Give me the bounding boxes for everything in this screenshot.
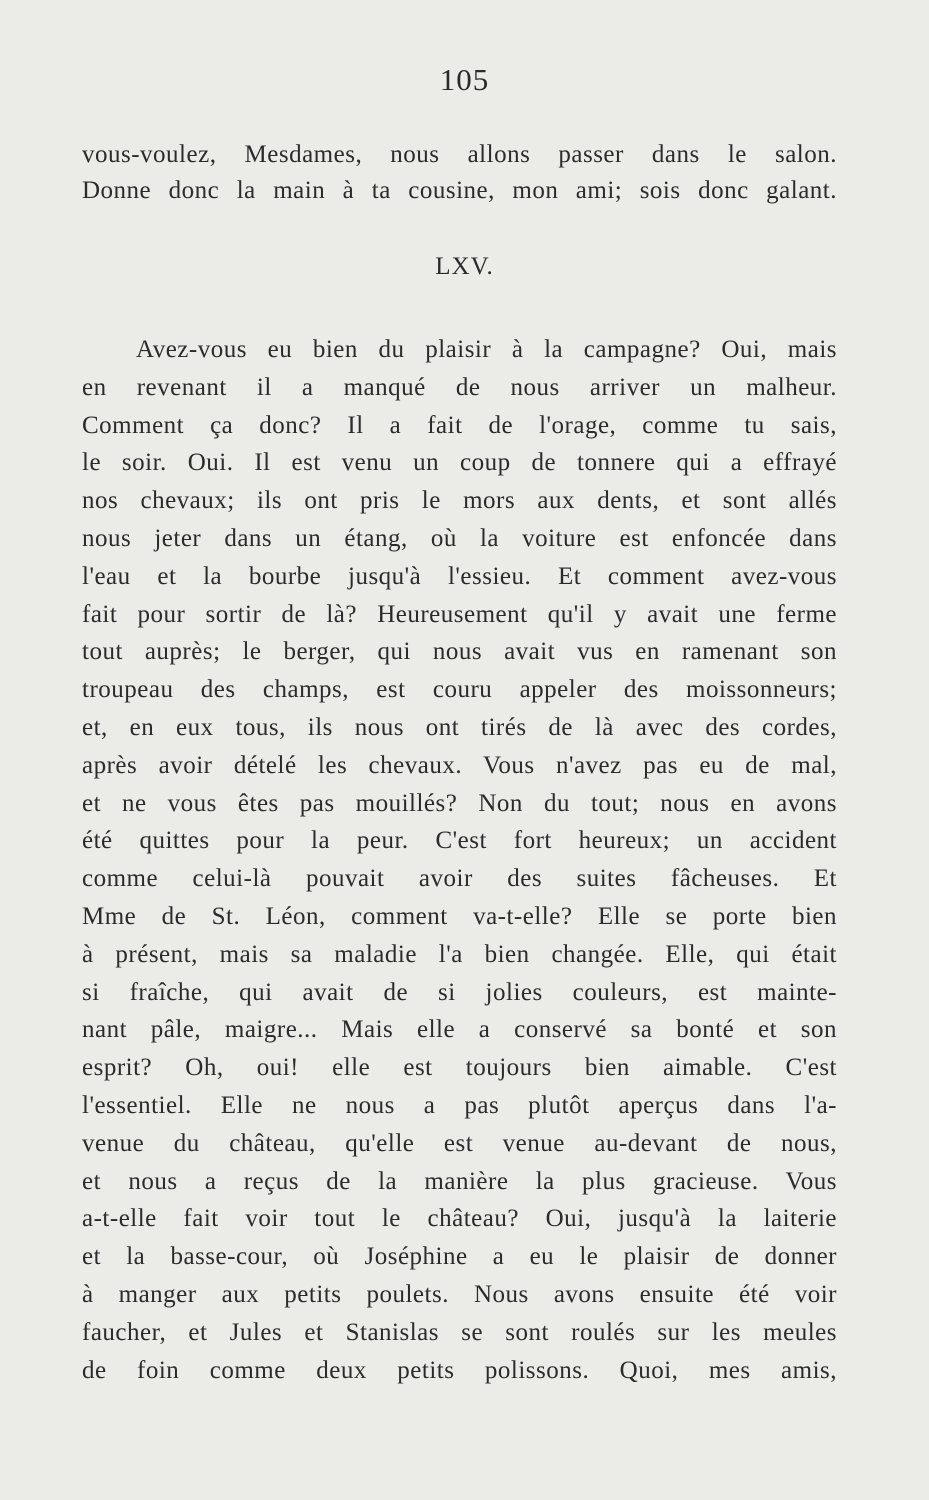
text-line: le soir. Oui. Il est venu un coup de tonnere qui a effrayé: [82, 449, 837, 477]
text-line: en revenant il a manqué de nous arriver un malheur.: [82, 373, 837, 401]
text-line: esprit? Oh, oui! elle est toujours bien aimable. C'est: [82, 1054, 837, 1082]
text-line: l'eau et la bourbe jusqu'à l'essieu. Et comment avez-vous: [82, 562, 837, 590]
text-line: troupeau des champs, est couru appeler des moissonneurs;: [82, 676, 837, 704]
text-line: venue du château, qu'elle est venue au-devant de nous,: [82, 1129, 837, 1157]
text-line: Comment ça donc? Il a fait de l'orage, comme tu sais,: [82, 411, 837, 439]
text-line: à manger aux petits poulets. Nous avons ensuite été voir: [82, 1281, 837, 1308]
text-line: Avez-vous eu bien du plaisir à la campagne? Oui, mais: [136, 336, 837, 363]
text-line: et, en eux tous, ils nous ont tirés de là avec des cordes,: [82, 714, 837, 741]
text-line: après avoir dételé les chevaux. Vous n'avez pas eu de mal,: [82, 751, 837, 779]
text-line: vous-voulez, Mesdames, nous allons passer dans le salon.: [82, 141, 837, 168]
text-line: faucher, et Jules et Stanislas se sont roulés sur les meules: [82, 1318, 837, 1346]
text-line: si fraîche, qui avait de si jolies couleurs, est mainte-: [82, 978, 837, 1006]
text-line: Donne donc la main à ta cousine, mon ami; sois donc galant.: [82, 177, 837, 204]
text-line: l'essentiel. Elle ne nous a pas plutôt aperçus dans l'a-: [82, 1092, 837, 1119]
text-line: nos chevaux; ils ont pris le mors aux dents, et sont allés: [82, 487, 837, 515]
text-line: Mme de St. Léon, comment va-t-elle? Elle se porte bien: [82, 903, 837, 930]
text-line: a-t-elle fait voir tout le château? Oui, jusqu'à la laiterie: [82, 1205, 837, 1233]
text-line: de foin comme deux petits polissons. Quoi, mes amis,: [82, 1356, 837, 1384]
text-line: à présent, mais sa maladie l'a bien changée. Elle, qui était: [82, 940, 837, 968]
text-line: nant pâle, maigre... Mais elle a conservé sa bonté et son: [82, 1016, 837, 1044]
text-line: nous jeter dans un étang, où la voiture est enfoncée dans: [82, 525, 837, 552]
text-line: fait pour sortir de là? Heureusement qu'il y avait une ferme: [82, 600, 837, 628]
text-line: comme celui-là pouvait avoir des suites fâcheuses. Et: [82, 865, 837, 893]
text-line: et nous a reçus de la manière la plus gracieuse. Vous: [82, 1167, 837, 1195]
section-heading: LXV.: [435, 253, 494, 280]
text-line: tout auprès; le berger, qui nous avait vus en ramenant son: [82, 638, 837, 666]
text-line: et la basse-cour, où Joséphine a eu le plaisir de donner: [82, 1243, 837, 1271]
text-line: et ne vous êtes pas mouillés? Non du tout; nous en avons: [82, 789, 837, 817]
text-line: été quittes pour la peur. C'est fort heureux; un accident: [82, 827, 837, 855]
page-number: 105: [439, 62, 490, 97]
